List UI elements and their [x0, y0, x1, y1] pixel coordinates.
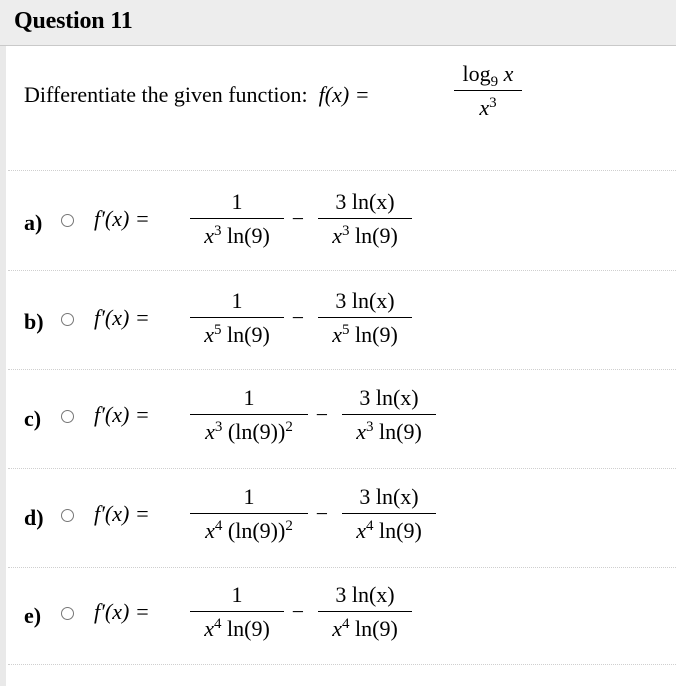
- term1-fraction: 1 $x^3$ $(\ln(9))^2$: [190, 384, 308, 446]
- minus-sign: −: [315, 501, 329, 526]
- left-accent-strip: [0, 0, 6, 686]
- term1-fraction: 1 $x^4$ ln(9): [190, 581, 284, 643]
- option-letter: c): [24, 406, 42, 431]
- option-lhs: f′(x) =: [94, 402, 150, 427]
- prompt-fraction-numerator: $\log_9 x$: [462, 61, 514, 90]
- term2-fraction: 3 ln(x) $x^4$ ln(9): [318, 581, 412, 643]
- option-lhs: f′(x) =: [94, 501, 150, 526]
- radio-button[interactable]: [61, 607, 74, 620]
- prompt-function-lhs: f(x) =: [318, 82, 370, 107]
- term1-fraction: 1 $x^3$ ln(9): [190, 188, 284, 250]
- radio-button[interactable]: [61, 410, 74, 423]
- minus-sign: −: [291, 206, 305, 231]
- prompt-fraction: [454, 60, 522, 122]
- question-header: [0, 0, 676, 46]
- term2-fraction: 3 ln(x) $x^5$ ln(9): [318, 287, 412, 349]
- term2-fraction: 3 ln(x) $x^3$ ln(9): [318, 188, 412, 250]
- divider: [8, 468, 676, 469]
- fraction-bar: [454, 90, 522, 91]
- option-lhs: f′(x) =: [94, 599, 150, 624]
- option-lhs: f′(x) =: [94, 305, 150, 330]
- option-letter: a): [24, 210, 43, 235]
- divider: [8, 270, 676, 271]
- radio-button[interactable]: [61, 313, 74, 326]
- term1-fraction: 1 $x^4$ $(\ln(9))^2$: [190, 483, 308, 545]
- prompt-fraction-denominator: $x^3$: [479, 95, 497, 120]
- minus-sign: −: [291, 599, 305, 624]
- minus-sign: −: [315, 402, 329, 427]
- question-prompt: [24, 82, 370, 108]
- option-letter: e): [24, 603, 42, 628]
- option-lhs: f′(x) =: [94, 206, 150, 231]
- radio-button[interactable]: [61, 509, 74, 522]
- minus-sign: −: [291, 305, 305, 330]
- term1-fraction: 1 $x^5$ ln(9): [190, 287, 284, 349]
- divider: [8, 369, 676, 370]
- prompt-text: Differentiate the given function:: [24, 82, 308, 107]
- divider: [8, 664, 676, 665]
- radio-button[interactable]: [61, 214, 74, 227]
- term2-fraction: 3 ln(x) $x^3$ ln(9): [342, 384, 436, 446]
- term2-fraction: 3 ln(x) $x^4$ ln(9): [342, 483, 436, 545]
- option-letter: b): [24, 309, 44, 334]
- option-letter: d): [24, 505, 44, 530]
- divider: [8, 170, 676, 171]
- divider: [8, 567, 676, 568]
- question-title: Question 11: [14, 8, 133, 34]
